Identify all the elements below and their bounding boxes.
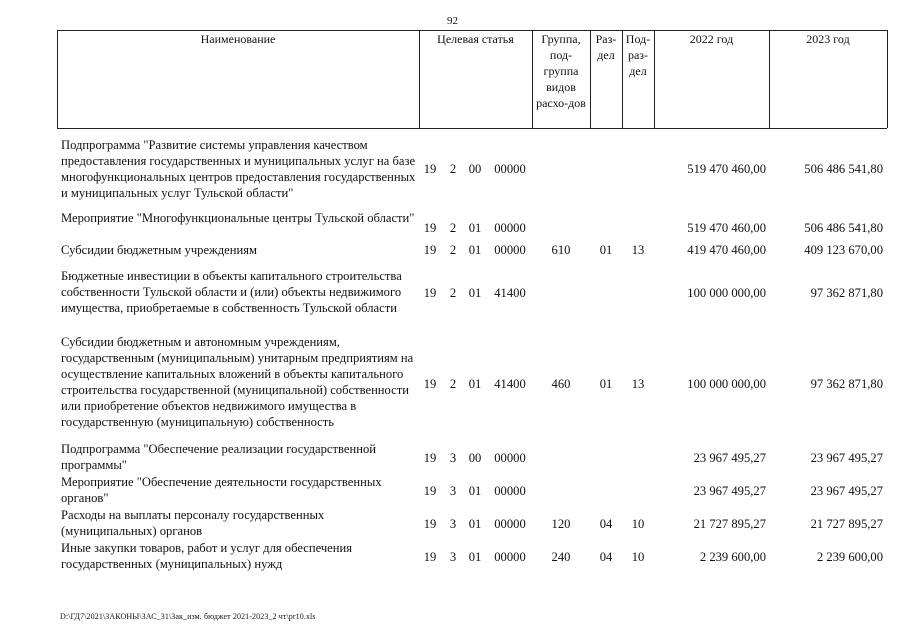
header-expense-group: Группа, под-группа видов расхо-дов [536,32,586,110]
table-row [57,137,887,201]
header-section: Раз-дел [595,32,617,62]
target-code-1: 19 [423,286,437,300]
page-number: 92 [447,15,458,27]
amount-2022: 519 470 460,00 [687,221,766,235]
amount-2023: 23 967 495,27 [810,451,883,465]
target-code-3: 00 [468,162,482,176]
amount-2023: 506 486 541,80 [804,162,883,176]
file-path-footer: D:\ГД7\2021\ЗАКОНЫ\ЗАС_31\Зак_изм. бюджет 2021-2023_2 чт\pr10.xls [60,612,316,621]
target-code-2: 2 [449,286,457,300]
target-code-1: 19 [423,451,437,465]
target-code-3: 01 [468,550,482,564]
header-subsection: Под-раз-дел [625,32,651,78]
table-row [57,334,887,430]
section-code: 04 [599,550,613,564]
target-code-2: 2 [449,162,457,176]
target-code-2: 3 [449,451,457,465]
target-code-3: 01 [468,243,482,257]
amount-2022: 100 000 000,00 [687,286,766,300]
target-code-1: 19 [423,550,437,564]
amount-2023: 23 967 495,27 [810,484,883,498]
expense-group-code: 120 [551,517,571,531]
header-target-article: Целевая статья [437,32,514,46]
target-code-4: 00000 [494,517,526,531]
amount-2022: 519 470 460,00 [687,162,766,176]
target-code-3: 01 [468,377,482,391]
amount-2023: 409 123 670,00 [804,243,883,257]
amount-2023: 97 362 871,80 [810,286,883,300]
row-name: Иные закупки товаров, работ и услуг для обеспечения государственных (муниципальных) нужд [61,541,353,571]
subsection-code: 13 [631,377,645,391]
target-code-3: 01 [468,221,482,235]
target-code-1: 19 [423,517,437,531]
target-code-2: 2 [449,377,457,391]
amount-2023: 2 239 600,00 [816,550,883,564]
amount-2023: 21 727 895,27 [810,517,883,531]
header-name: Наименование [200,32,276,46]
expense-group-code: 240 [551,550,571,564]
row-name: Субсидии бюджетным и автономным учреждениям, государственным (муниципальным) унитарным предприятиям на осуществление капитальных вложений в объекты капитального строительства государственной (муниципальной) собственности или приобретение объектов недвижимого имущества в государственную (муниципальную) собственность [61,335,414,429]
target-code-3: 01 [468,484,482,498]
target-code-1: 19 [423,484,437,498]
expense-group-code: 460 [551,377,571,391]
section-code: 01 [599,377,613,391]
table-row [57,540,887,572]
target-code-4: 41400 [494,377,526,391]
section-code: 01 [599,243,613,257]
target-code-4: 41400 [494,286,526,300]
header-year-2023: 2023 год [806,32,850,46]
amount-2022: 419 470 460,00 [687,243,766,257]
amount-2023: 506 486 541,80 [804,221,883,235]
table-row [57,242,887,258]
target-code-3: 01 [468,286,482,300]
target-code-3: 00 [468,451,482,465]
row-name: Подпрограмма "Развитие системы управления качеством предоставления государственных и муниципальных услуг на базе многофункциональных центров предоставления государственных и муниципальных услуг Тульской области" [61,138,416,200]
subsection-code: 10 [631,550,645,564]
target-code-4: 00000 [494,484,526,498]
row-name: Мероприятие "Многофункциональные центры Тульской области" [61,211,415,225]
target-code-1: 19 [423,377,437,391]
amount-2022: 23 967 495,27 [693,451,766,465]
target-code-4: 00000 [494,451,526,465]
amount-2022: 100 000 000,00 [687,377,766,391]
amount-2022: 23 967 495,27 [693,484,766,498]
subsection-code: 13 [631,243,645,257]
target-code-4: 00000 [494,162,526,176]
row-name: Субсидии бюджетным учреждениям [61,243,257,257]
target-code-4: 00000 [494,243,526,257]
target-code-2: 2 [449,243,457,257]
target-code-2: 3 [449,484,457,498]
target-code-1: 19 [423,162,437,176]
section-code: 04 [599,517,613,531]
row-name: Мероприятие "Обеспечение деятельности государственных органов" [61,475,382,505]
amount-2022: 2 239 600,00 [699,550,766,564]
target-code-4: 00000 [494,221,526,235]
target-code-1: 19 [423,221,437,235]
table-row [57,507,887,539]
table-row [57,441,887,473]
amount-2023: 97 362 871,80 [810,377,883,391]
expense-group-code: 610 [551,243,571,257]
target-code-1: 19 [423,243,437,257]
table-row [57,474,887,506]
table-row [57,210,887,242]
target-code-4: 00000 [494,550,526,564]
row-name: Подпрограмма "Обеспечение реализации государственной программы" [61,442,376,472]
target-code-3: 01 [468,517,482,531]
header-year-2022: 2022 год [689,32,734,46]
row-name: Расходы на выплаты персоналу государственных (муниципальных) органов [61,508,325,538]
target-code-2: 3 [449,550,457,564]
subsection-code: 10 [631,517,645,531]
target-code-2: 2 [449,221,457,235]
target-code-2: 3 [449,517,457,531]
table-row [57,268,887,316]
amount-2022: 21 727 895,27 [693,517,766,531]
row-name: Бюджетные инвестиции в объекты капитального строительства собственности Тульской области и (или) объекты недвижимого имущества, приобретаемые в собственность Тульской области [61,269,402,315]
